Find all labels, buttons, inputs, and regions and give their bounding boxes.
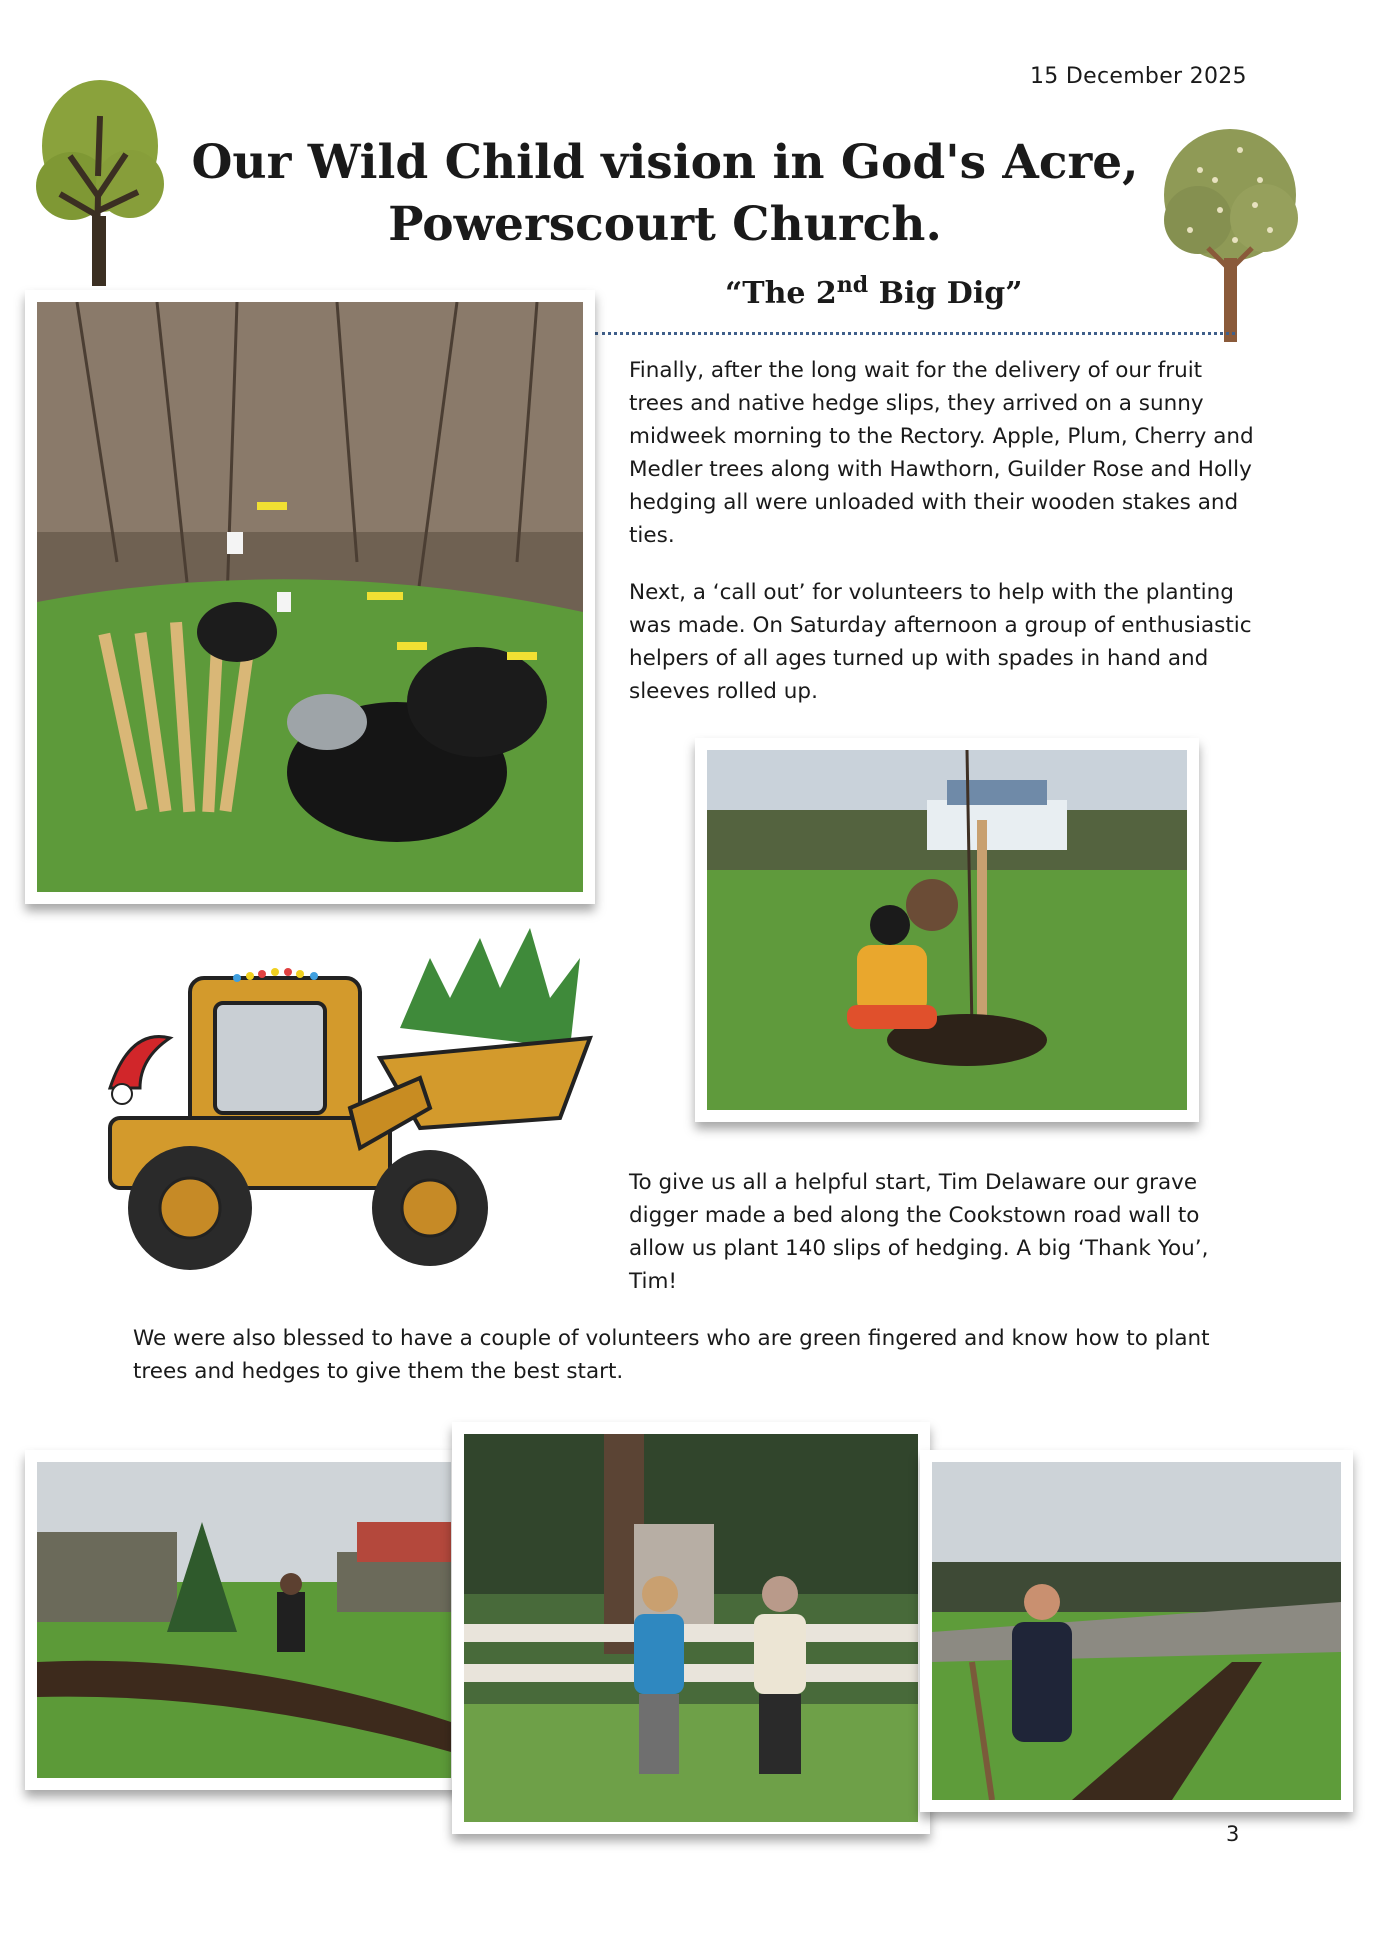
title-line-1: Our Wild Child vision in God's Acre, xyxy=(191,135,1139,190)
issue-date: 15 December 2025 xyxy=(1030,64,1247,89)
tree-right-icon xyxy=(1160,120,1300,342)
subtitle-close: Big Dig” xyxy=(868,276,1023,311)
photo-digging-bed xyxy=(25,1450,463,1790)
title-line-2: Powerscourt Church. xyxy=(388,197,942,252)
page-number: 3 xyxy=(1226,1822,1240,1846)
paragraph-grave-digger: To give us all a helpful start, Tim Delaware our grave digger made a bed along the Cookstown road wall to allow us plant 140 slips of hedging. A big ‘Thank You’, Tim! xyxy=(629,1170,1209,1294)
photo-delivered-trees xyxy=(25,290,595,904)
subtitle-superscript: nd xyxy=(836,272,869,298)
paragraph-green-fingered: We were also blessed to have a couple of volunteers who are green fingered and know how to plant trees and hedges to give them the best start. xyxy=(133,1326,1210,1384)
paragraph-delivery: Finally, after the long wait for the delivery of our fruit trees and native hedge slips, they arrived on a sunny midweek morning to the Rectory. Apple, Plum, Cherry and Medler trees along with Hawthorn, Guilder Rose and Holly hedging all were unloaded with their wooden stakes and ties. xyxy=(629,358,1254,548)
subtitle xyxy=(725,272,1022,311)
digger-illustration xyxy=(100,918,610,1288)
photo-hedge-line xyxy=(920,1450,1353,1812)
dotted-divider xyxy=(595,332,1235,335)
tree-left-icon xyxy=(30,76,170,286)
photo-child-planting xyxy=(695,738,1199,1122)
paragraph-volunteers: Next, a ‘call out’ for volunteers to help with the planting was made. On Saturday afternoon a group of enthusiastic helpers of all ages turned up with spades in hand and sleeves rolled up. xyxy=(629,580,1252,704)
page-title xyxy=(150,132,1180,256)
subtitle-open: “The 2 xyxy=(725,276,837,311)
photo-two-volunteers xyxy=(452,1422,930,1834)
